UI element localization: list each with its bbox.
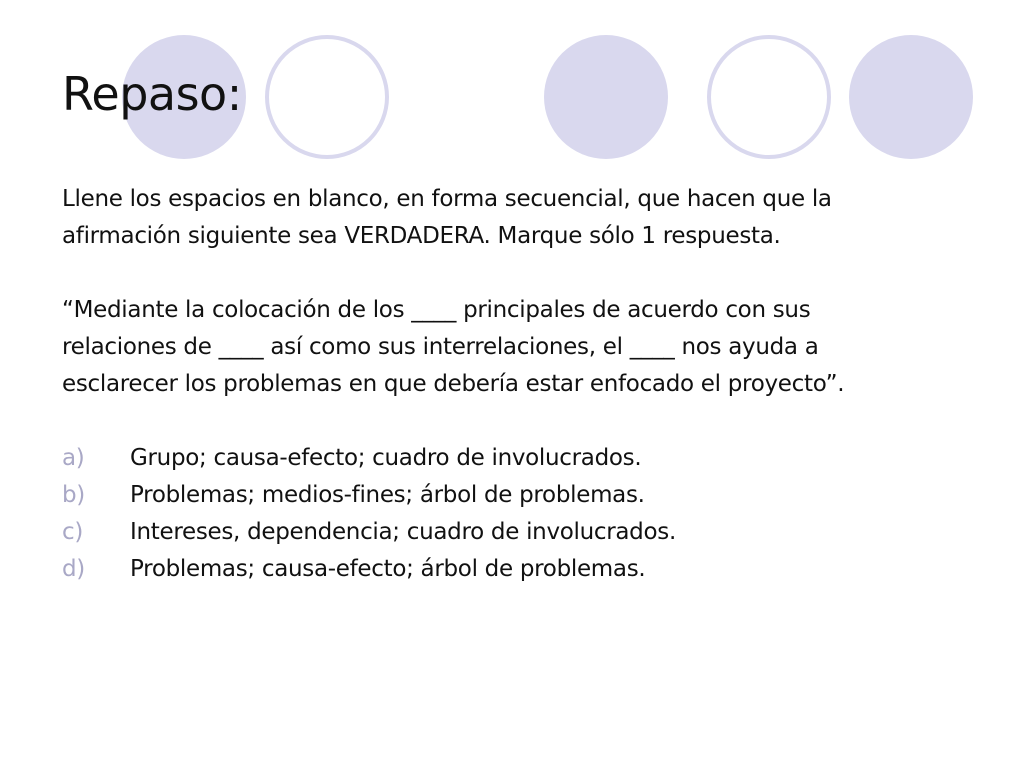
outline-circle-1 <box>267 37 387 157</box>
spacer <box>62 403 982 440</box>
option-c-text: Intereses, dependencia; cuadro de involucrados. <box>130 519 676 545</box>
filled-circle-3 <box>849 35 973 159</box>
answer-options <box>62 440 982 588</box>
option-d-text: Problemas; causa-efecto; árbol de problemas. <box>130 556 646 582</box>
instructions-line-2: afirmación siguiente sea VERDADERA. Marque sólo 1 respuesta. <box>62 223 781 249</box>
spacer <box>62 255 982 292</box>
slide-body <box>62 181 982 588</box>
option-a-text: Grupo; causa-efecto; cuadro de involucrados. <box>130 445 642 471</box>
option-b[interactable] <box>62 477 982 514</box>
instructions-line-1: Llene los espacios en blanco, en forma secuencial, que hacen que la <box>62 186 832 212</box>
option-a-letter: a) <box>62 445 85 471</box>
quote-line-1: “Mediante la colocación de los ____ principales de acuerdo con sus <box>62 297 811 323</box>
option-d-letter: d) <box>62 556 85 582</box>
option-c-letter: c) <box>62 519 84 545</box>
slide-title: Repaso: <box>62 67 242 121</box>
option-d[interactable] <box>62 551 982 588</box>
filled-circle-2 <box>544 35 668 159</box>
option-b-letter: b) <box>62 482 85 508</box>
option-c[interactable] <box>62 514 982 551</box>
quote-line-2: relaciones de ____ así como sus interrelaciones, el ____ nos ayuda a <box>62 334 819 360</box>
outline-circle-2 <box>709 37 829 157</box>
quote-line-3: esclarecer los problemas en que debería estar enfocado el proyecto”. <box>62 371 845 397</box>
option-a[interactable] <box>62 440 982 477</box>
option-b-text: Problemas; medios-fines; árbol de problemas. <box>130 482 645 508</box>
